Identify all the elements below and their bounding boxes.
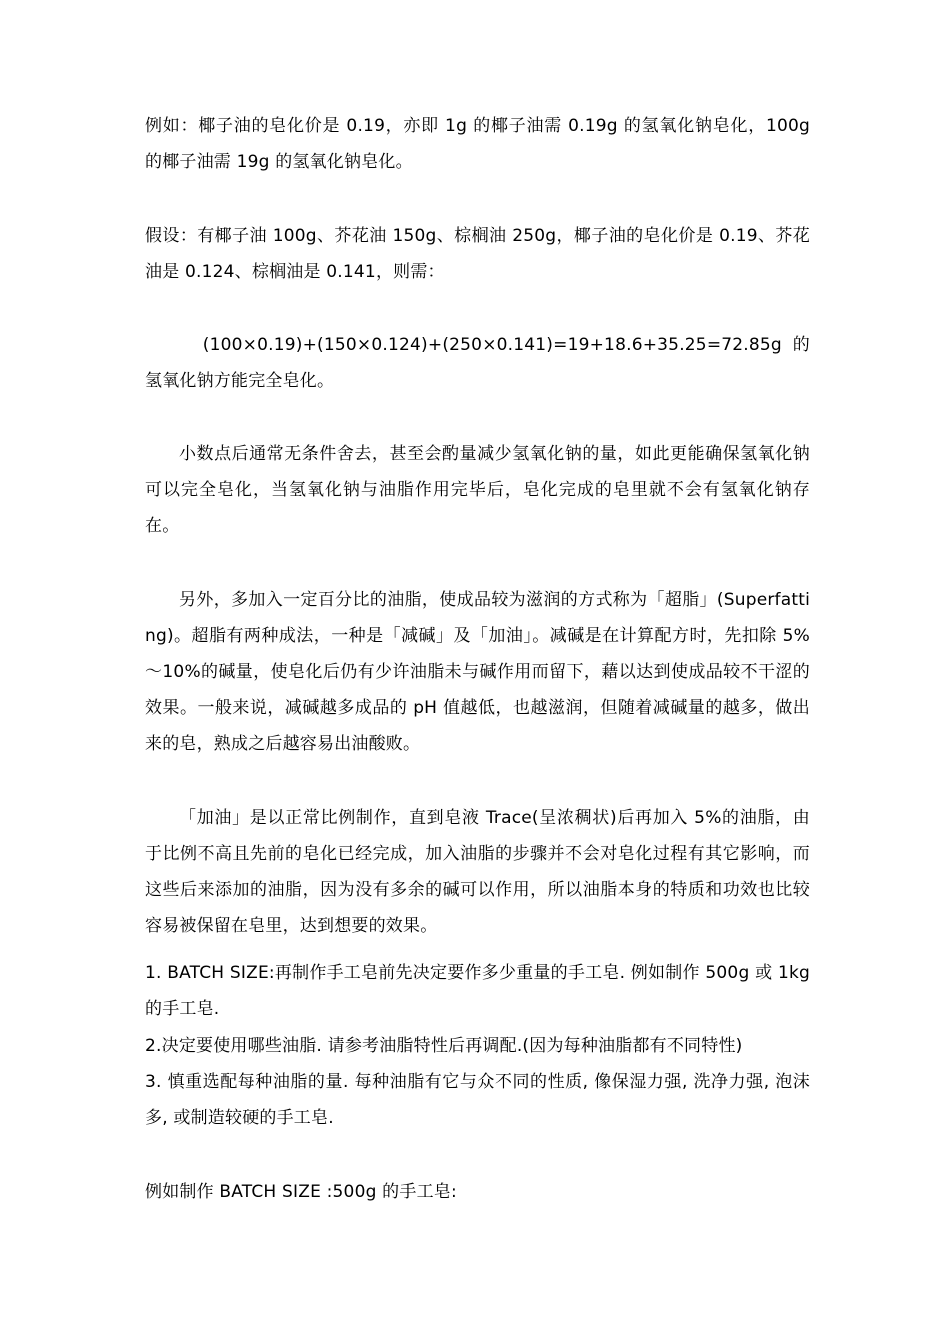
paragraph-saponification-example: 例如：椰子油的皂化价是 0.19，亦即 1g 的椰子油需 0.19g 的氢氧化钠皂化，100g 的椰子油需 19g 的氢氧化钠皂化。 bbox=[145, 116, 810, 172]
paragraph-batch-example: 例如制作 BATCH SIZE :500g 的手工皂: bbox=[145, 1182, 457, 1202]
list-item-step-2: 2.决定要使用哪些油脂. 请参考油脂特性后再调配.(因为每种油脂都有不同特性) bbox=[145, 1036, 743, 1056]
paragraph-assumption: 假设：有椰子油 100g、芥花油 150g、棕榈油 250g，椰子油的皂化价是 0.19、芥花油是 0.124、棕榈油是 0.141，则需： bbox=[145, 226, 810, 282]
paragraph-rounding-note: 小数点后通常无条件舍去，甚至会酌量减少氢氧化钠的量，如此更能确保氢氧化钠可以完全皂化，当氢氧化钠与油脂作用完毕后，皂化完成的皂里就不会有氢氧化钠存在。 bbox=[145, 444, 810, 536]
list-item-step-1: 1. BATCH SIZE:再制作手工皂前先决定要作多少重量的手工皂. 例如制作 500g 或 1kg 的手工皂. bbox=[145, 963, 810, 1019]
paragraph-formula: (100×0.19)+(150×0.124)+(250×0.141)=19+18.6+35.25=72.85g 的氢氧化钠方能完全皂化。 bbox=[145, 335, 810, 391]
list-item-step-3: 3. 慎重选配每种油脂的量. 每种油脂有它与众不同的性质, 像保湿力强, 洗净力强, 泡沫多, 或制造较硬的手工皂. bbox=[145, 1072, 810, 1128]
paragraph-superfatting: 另外，多加入一定百分比的油脂，使成品较为滋润的方式称为「超脂」(Superfatting)。超脂有两种成法，一种是「减碱」及「加油」。减碱是在计算配方时，先扣除 5%～10%的碱量，使皂化后仍有少许油脂未与碱作用而留下，藉以达到使成品较不干涩的效果。一般来说，减碱越多成品的 pH 值越低，也越滋润，但随着减碱量的越多，做出来的皂，熟成之后越容易出油酸败。 bbox=[145, 590, 810, 754]
paragraph-add-oil: 「加油」是以正常比例制作，直到皂液 Trace(呈浓稠状)后再加入 5%的油脂，由于比例不高且先前的皂化已经完成，加入油脂的步骤并不会对皂化过程有其它影响，而这些后来添加的油脂，因为没有多余的碱可以作用，所以油脂本身的特质和功效也比较容易被保留在皂里，达到想要的效果。 bbox=[145, 808, 810, 936]
